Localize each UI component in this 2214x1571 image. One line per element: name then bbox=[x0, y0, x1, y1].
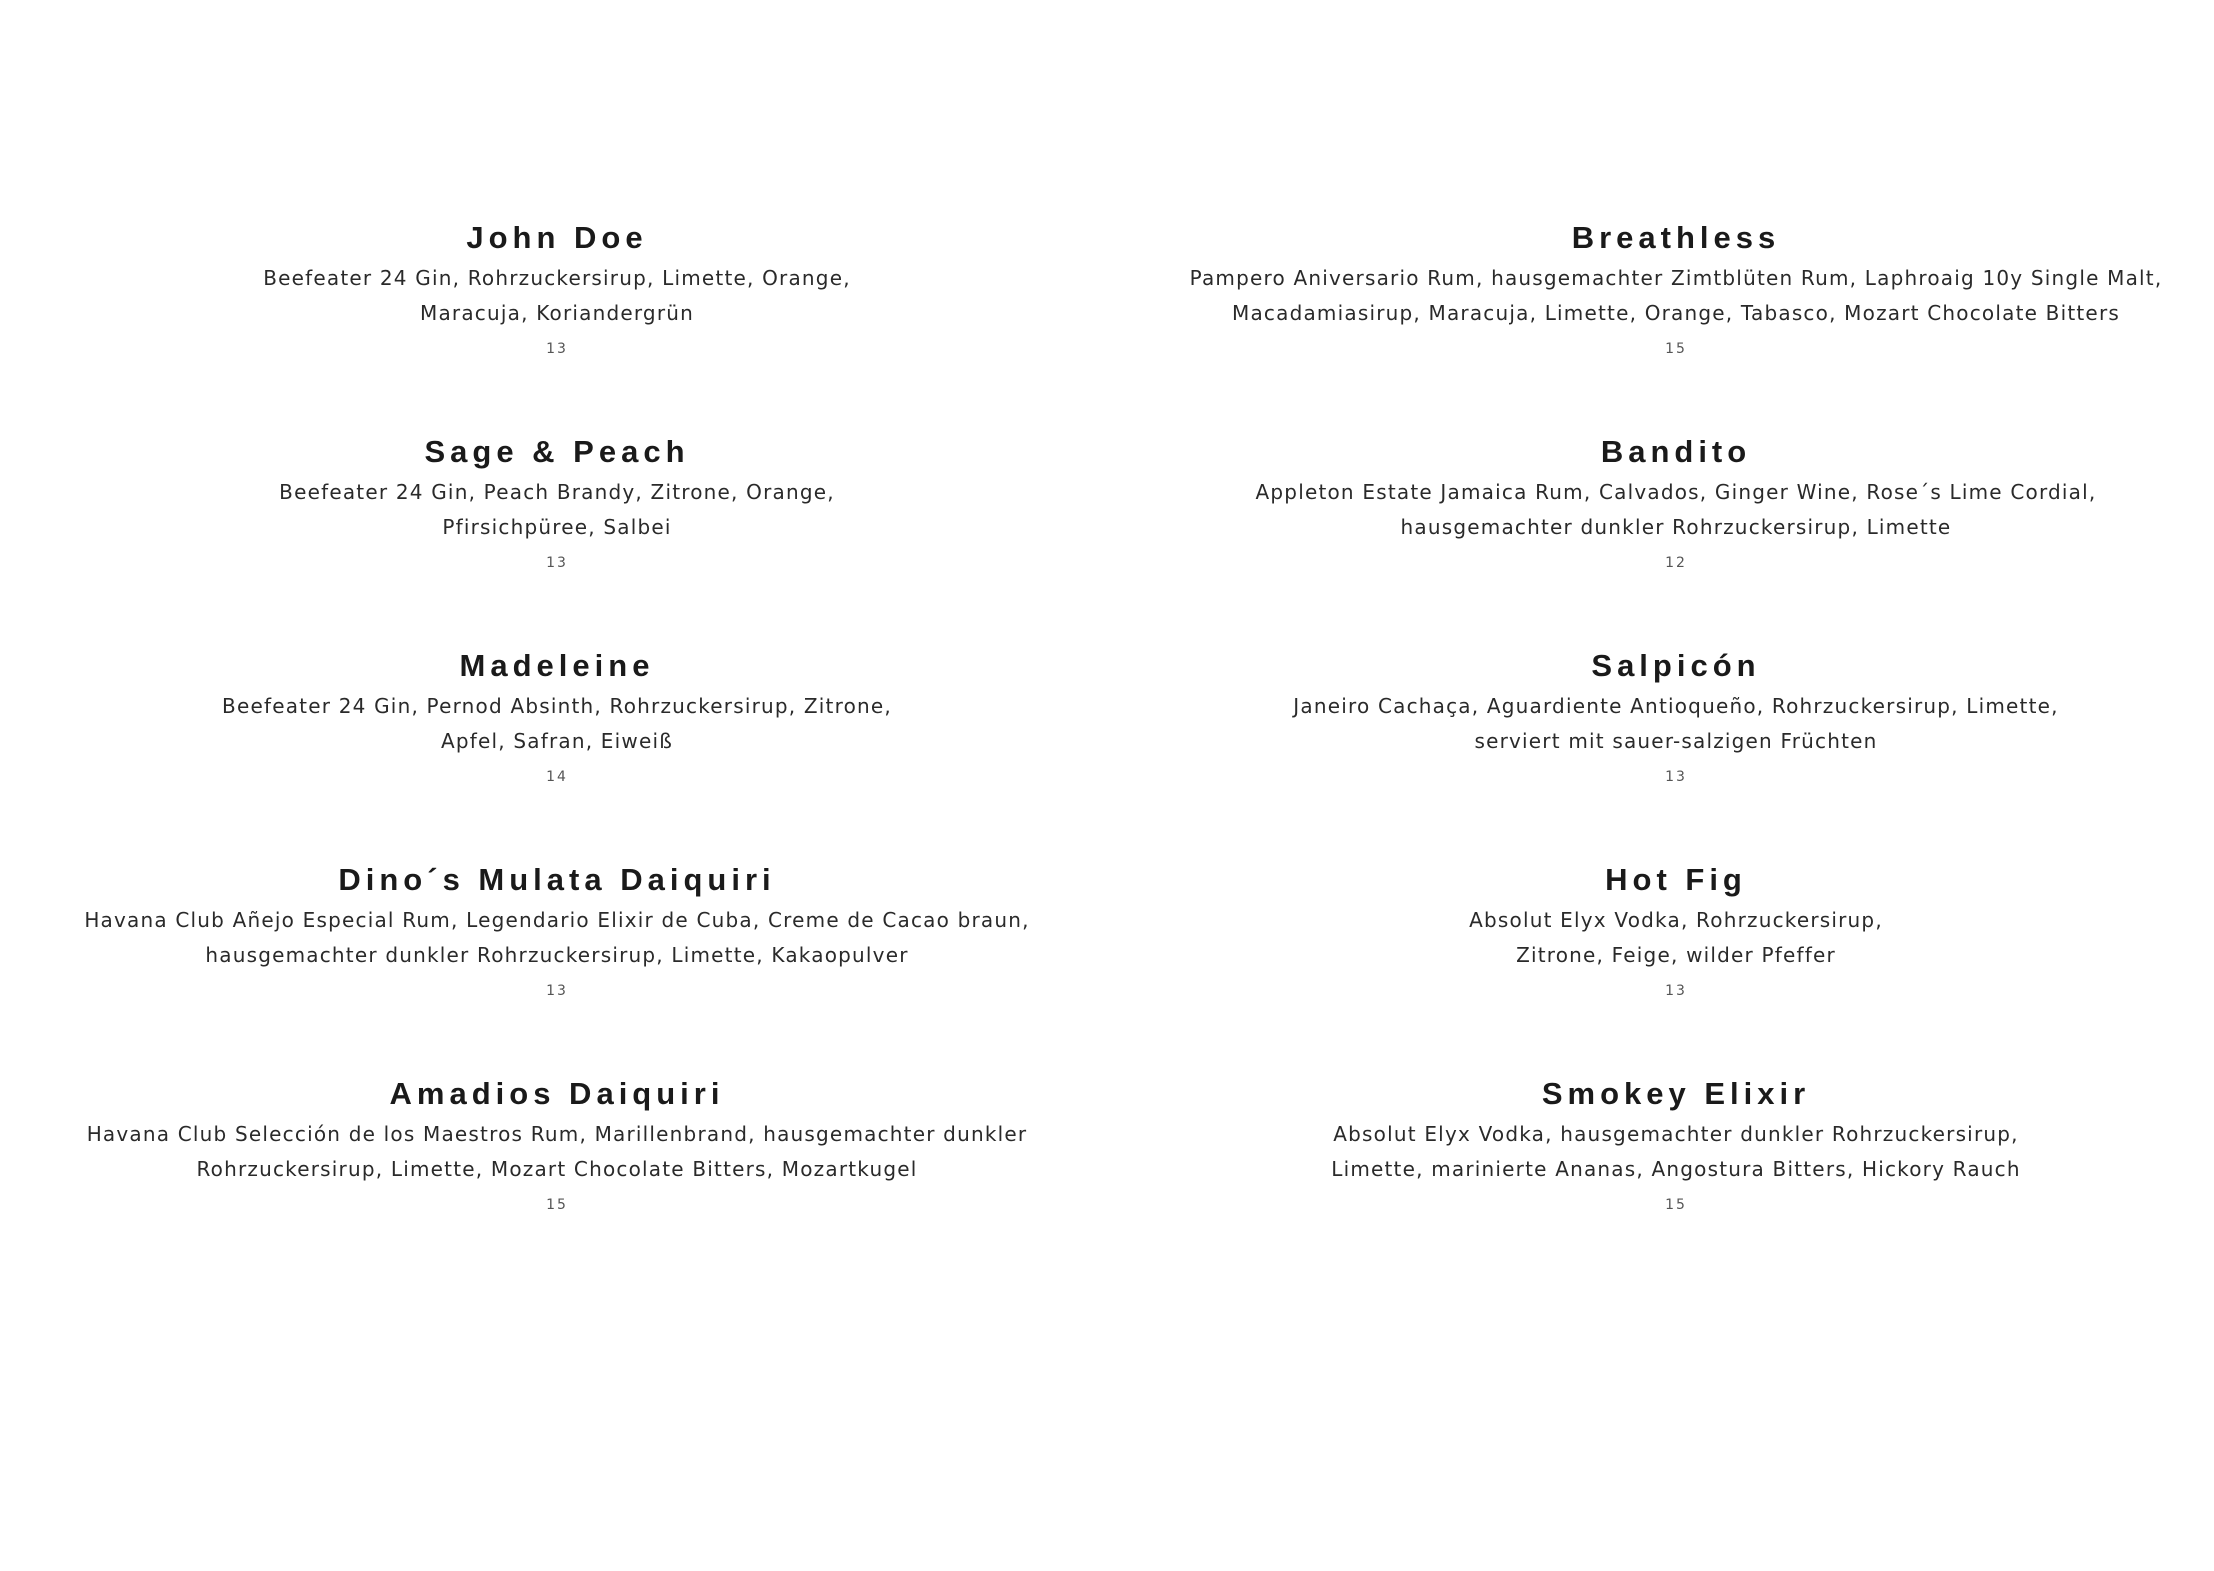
ingredients-line: Maracuja, Koriandergrün bbox=[420, 301, 694, 325]
drink-price: 12 bbox=[1665, 555, 1687, 571]
drink-price: 15 bbox=[546, 1197, 568, 1213]
drink-name: John Doe bbox=[466, 220, 648, 255]
drink-ingredients bbox=[57, 689, 1057, 759]
menu-column-right bbox=[1176, 218, 2176, 1288]
ingredients-line: Beefeater 24 Gin, Rohrzuckersirup, Limette, Orange, bbox=[263, 266, 851, 290]
drink-ingredients bbox=[57, 1117, 1057, 1187]
drink-price: 13 bbox=[546, 555, 568, 571]
ingredients-line: Absolut Elyx Vodka, hausgemachter dunkler Rohrzuckersirup, bbox=[1333, 1122, 2019, 1146]
ingredients-line: Absolut Elyx Vodka, Rohrzuckersirup, bbox=[1469, 908, 1883, 932]
drink-price: 13 bbox=[546, 983, 568, 999]
drink-ingredients bbox=[1176, 689, 2176, 759]
menu-column-left bbox=[57, 218, 1057, 1288]
drink-name: Dino´s Mulata Daiquiri bbox=[338, 862, 776, 897]
ingredients-line: Rohrzuckersirup, Limette, Mozart Chocolate Bitters, Mozartkugel bbox=[196, 1157, 918, 1181]
drink-ingredients bbox=[57, 903, 1057, 973]
drink-name: Amadios Daiquiri bbox=[389, 1076, 725, 1111]
menu-item bbox=[57, 860, 1057, 1074]
ingredients-line: Limette, marinierte Ananas, Angostura Bitters, Hickory Rauch bbox=[1331, 1157, 2021, 1181]
drink-name: Bandito bbox=[1600, 434, 1752, 469]
drink-price: 13 bbox=[1665, 983, 1687, 999]
drink-name: Sage & Peach bbox=[424, 434, 690, 469]
ingredients-line: Zitrone, Feige, wilder Pfeffer bbox=[1516, 943, 1836, 967]
ingredients-line: serviert mit sauer-salzigen Früchten bbox=[1474, 729, 1878, 753]
drink-price: 14 bbox=[546, 769, 568, 785]
drink-price: 13 bbox=[1665, 769, 1687, 785]
ingredients-line: Havana Club Selección de los Maestros Rum, Marillenbrand, hausgemachter dunkler bbox=[86, 1122, 1028, 1146]
ingredients-line: Havana Club Añejo Especial Rum, Legendario Elixir de Cuba, Creme de Cacao braun, bbox=[84, 908, 1030, 932]
menu-item bbox=[1176, 432, 2176, 646]
drink-name: Smokey Elixir bbox=[1541, 1076, 1811, 1111]
drink-name: Madeleine bbox=[459, 648, 655, 683]
ingredients-line: Beefeater 24 Gin, Pernod Absinth, Rohrzuckersirup, Zitrone, bbox=[222, 694, 892, 718]
drink-ingredients bbox=[1176, 261, 2176, 331]
menu-item bbox=[57, 218, 1057, 432]
menu-item bbox=[1176, 1074, 2176, 1288]
ingredients-line: hausgemachter dunkler Rohrzuckersirup, Limette, Kakaopulver bbox=[205, 943, 909, 967]
drink-name: Breathless bbox=[1571, 220, 1781, 255]
menu-item bbox=[57, 1074, 1057, 1288]
ingredients-line: Apfel, Safran, Eiweiß bbox=[440, 729, 674, 753]
drink-price: 13 bbox=[546, 341, 568, 357]
menu-item bbox=[1176, 218, 2176, 432]
drink-ingredients bbox=[1176, 475, 2176, 545]
drink-price: 15 bbox=[1665, 341, 1687, 357]
drink-ingredients bbox=[57, 475, 1057, 545]
menu-item bbox=[57, 432, 1057, 646]
ingredients-line: Janeiro Cachaça, Aguardiente Antioqueño, Rohrzuckersirup, Limette, bbox=[1293, 694, 2059, 718]
drink-price: 15 bbox=[1665, 1197, 1687, 1213]
drink-name: Salpicón bbox=[1591, 648, 1761, 683]
ingredients-line: Pfirsichpüree, Salbei bbox=[442, 515, 672, 539]
drink-ingredients bbox=[1176, 1117, 2176, 1187]
menu-item bbox=[1176, 860, 2176, 1074]
drink-ingredients bbox=[1176, 903, 2176, 973]
ingredients-line: Beefeater 24 Gin, Peach Brandy, Zitrone, Orange, bbox=[279, 480, 835, 504]
ingredients-line: Pampero Aniversario Rum, hausgemachter Zimtblüten Rum, Laphroaig 10y Single Malt, bbox=[1189, 266, 2163, 290]
ingredients-line: hausgemachter dunkler Rohrzuckersirup, Limette bbox=[1400, 515, 1952, 539]
menu-item bbox=[57, 646, 1057, 860]
ingredients-line: Macadamiasirup, Maracuja, Limette, Orange, Tabasco, Mozart Chocolate Bitters bbox=[1232, 301, 2120, 325]
drink-name: Hot Fig bbox=[1605, 862, 1747, 897]
menu-item bbox=[1176, 646, 2176, 860]
drink-ingredients bbox=[57, 261, 1057, 331]
ingredients-line: Appleton Estate Jamaica Rum, Calvados, Ginger Wine, Rose´s Lime Cordial, bbox=[1255, 480, 2097, 504]
